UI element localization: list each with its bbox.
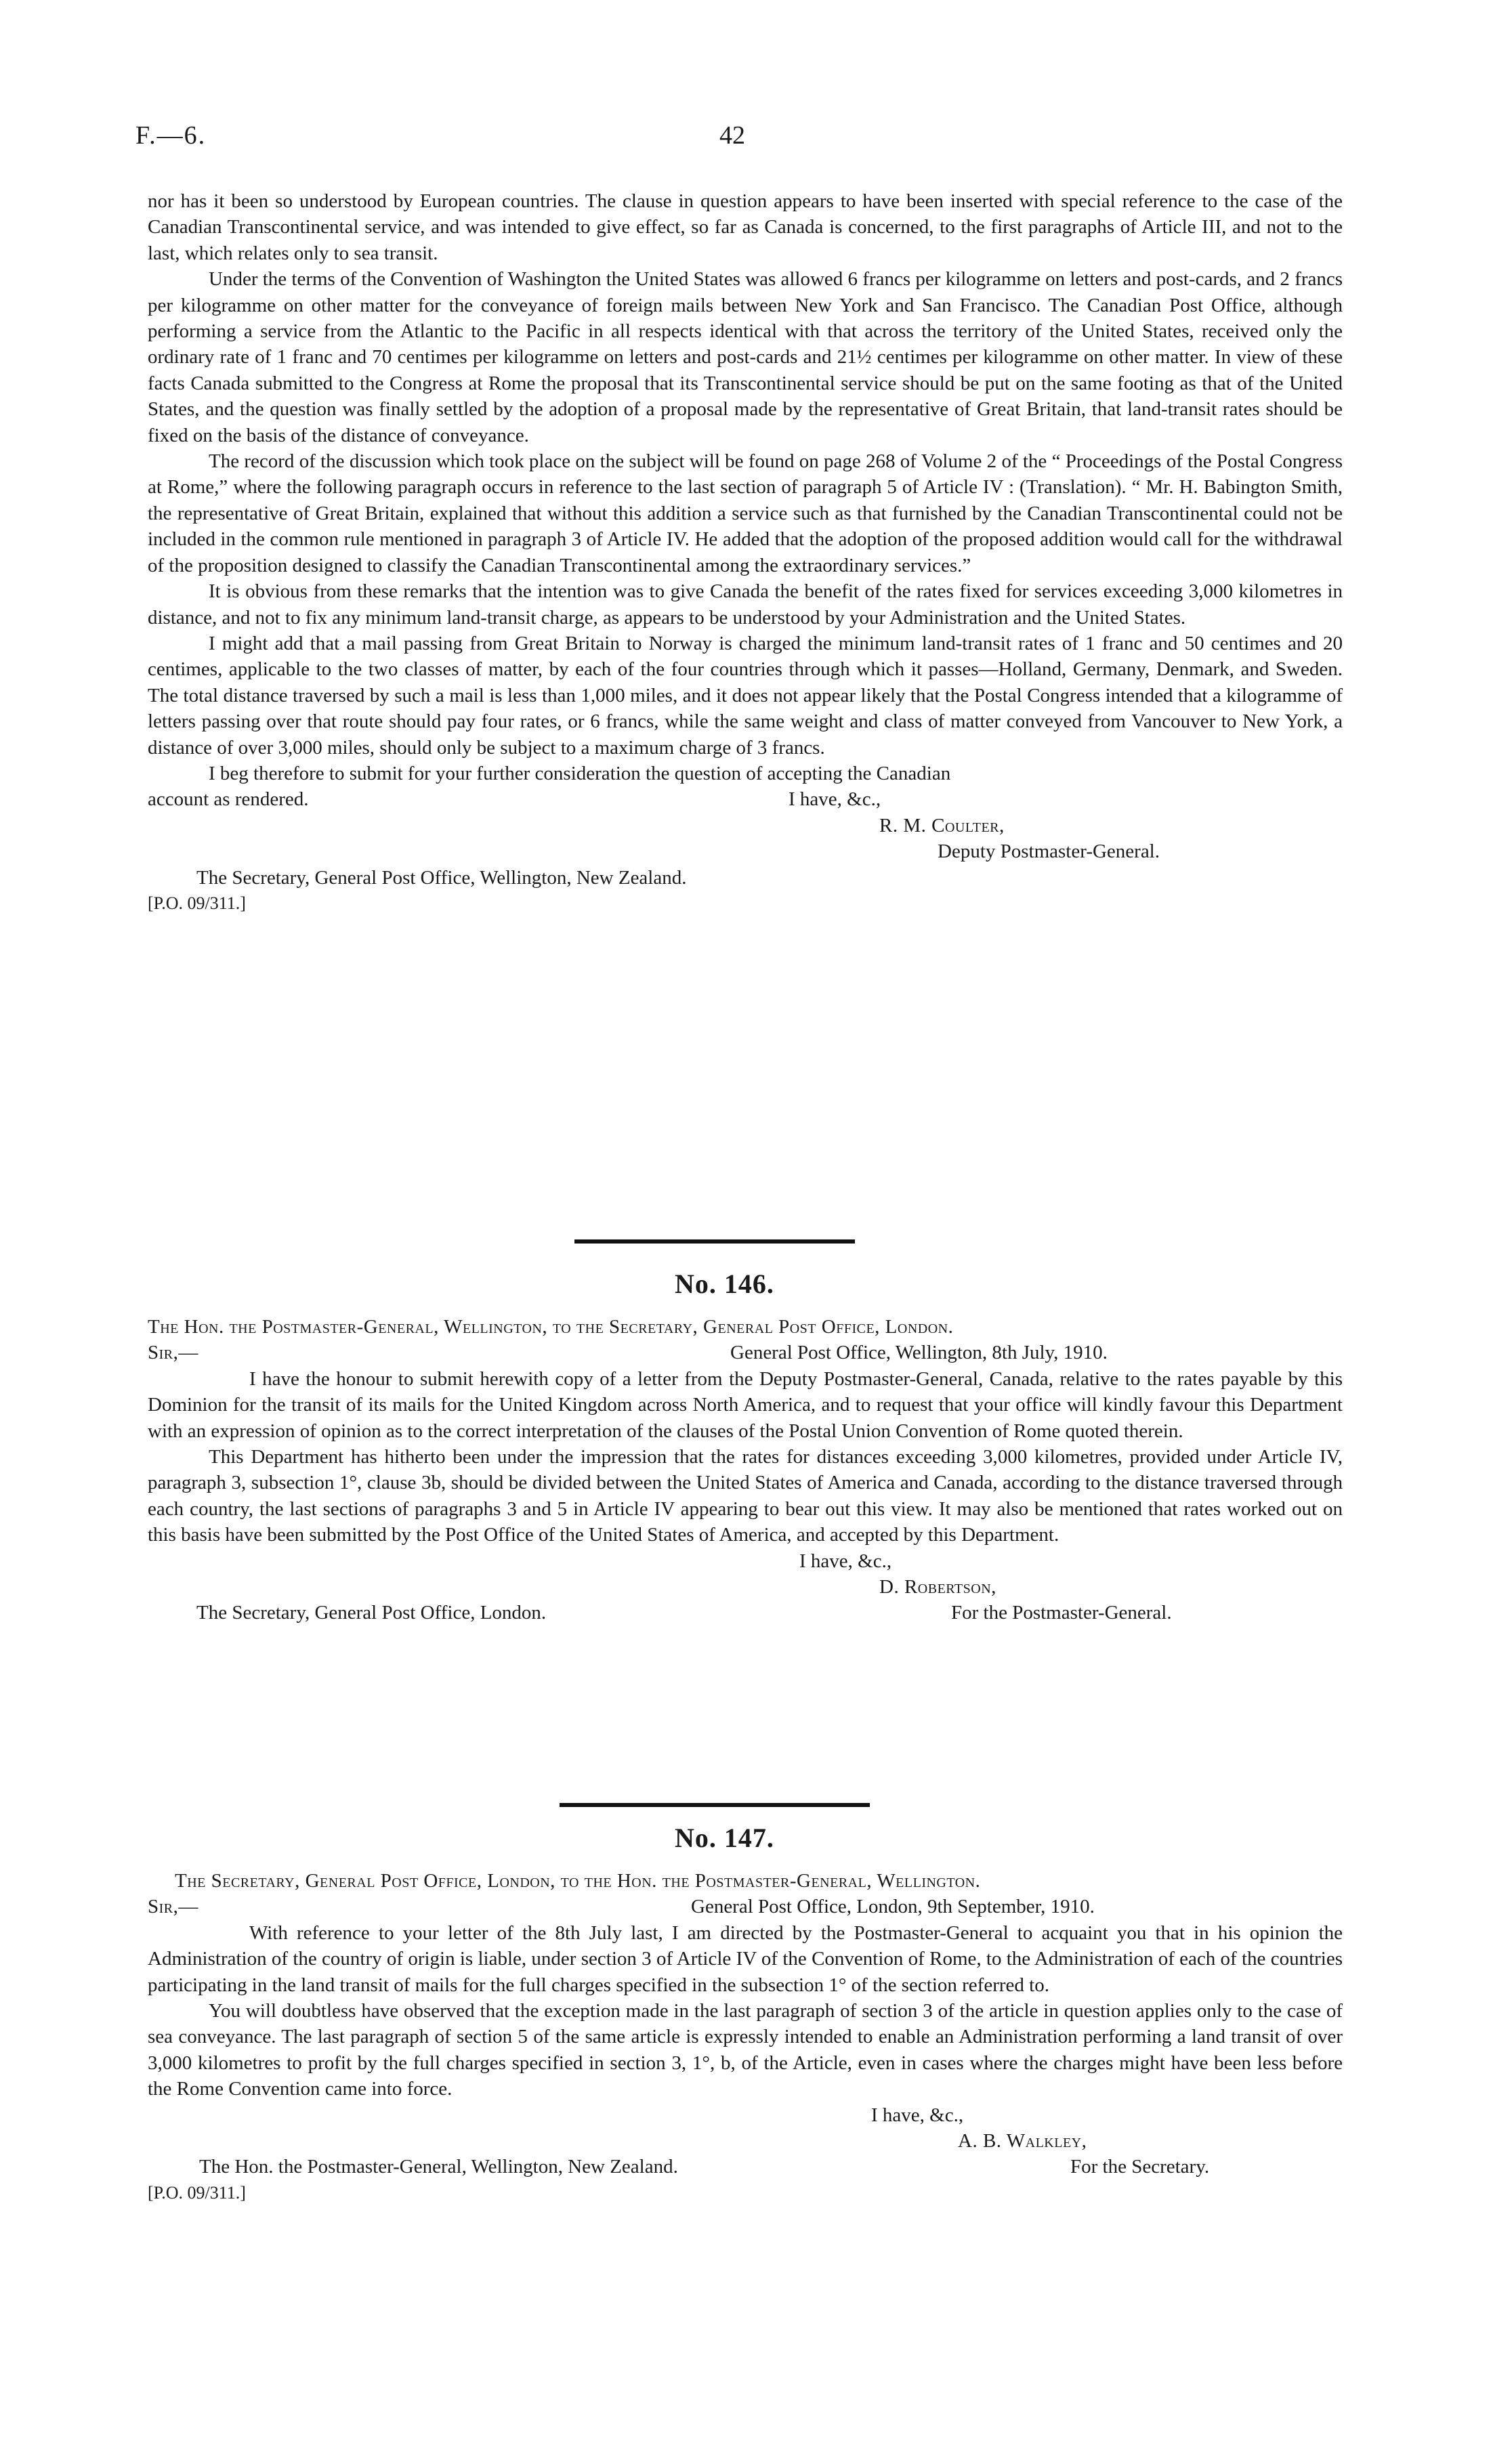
closing: I have, &c., — [799, 1550, 892, 1572]
paragraph-last-line: account as rendered. — [148, 788, 309, 811]
section-divider — [574, 1239, 855, 1244]
signer-name: D. Robertson, — [879, 1576, 996, 1598]
signer-title: For the Postmaster-General. — [951, 1602, 1172, 1624]
addressee: The Secretary, General Post Office, London. — [196, 1602, 547, 1624]
paragraph: It is obvious from these remarks that the intention was to give Canada the benefit of the rates fixed for services exceeding 3,000 kilometres in distance, and not to fix any minimum land-transit charge, as appears to be understood by your Administration and the United States. — [148, 580, 1343, 629]
addressee-row — [148, 865, 1343, 891]
addressee-row — [148, 2154, 1343, 2180]
paragraph: This Department has hitherto been under the impression that the rates for distances exceeding 3,000 kilometres, provided under Article IV, paragraph 3, subsection 1°, clause 3b, should be divided between the United States of America and Canada, according to the distance traversed through each country, the last sections of paragraphs 3 and 5 in Article IV appearing to bear out this view. It may also be mentioned that rates worked out on this basis have been submitted by the Post Office of the United States of America, and accepted by this Department. — [148, 1446, 1343, 1546]
paragraph: With reference to your letter of the 8th July last, I am directed by the Postmaster-General to acquaint you that in his opinion the Administration of the country of origin is liable, under section 3 of Article IV of the Convention of Rome, to the Administration of each of the countries participating in the land transit of mails for the full charges specified in the subsection 1° of the section referred to. — [148, 1921, 1343, 1996]
closing: I have, &c., — [789, 788, 881, 811]
paragraph: nor has it been so understood by European countries. The clause in question appears to have been inserted with special reference to the case of the Canadian Transcontinental service, and was intended to give effect, so far as Canada is concerned, to the first paragraphs of Article III, and not to the last, which relates only to sea transit. — [148, 190, 1343, 264]
addressee: The Secretary, General Post Office, Wellington, New Zealand. — [196, 866, 687, 889]
signer-title: For the Secretary. — [1070, 2156, 1210, 2178]
paragraph: Under the terms of the Convention of Washington the United States was allowed 6 francs per kilogramme on letters and post-cards, and 2 francs per kilogramme on other matter for the conveyance of foreign mails between New York and San Francisco. The Canadian Post Office, although performing a service from the Atlantic to the Pacific in all respects identical with that across the territory of the United States, received only the ordinary rate of 1 franc and 70 centimes per kilogramme on letters and post-cards and 21½ centimes per kilogramme on other matter. In view of these facts Canada submitted to the Congress at Rome the proposal that its Transcontinental service should be put on the same footing as that of the United States, and the question was finally settled by the adoption of a proposal made by the representative of Great Britain, that land-transit rates should be fixed on the basis of the distance of conveyance. — [148, 268, 1343, 446]
place-date: General Post Office, Wellington, 8th July, 1910. — [730, 1342, 1108, 1364]
salutation: Sir,— — [148, 1896, 198, 1918]
signer-row — [148, 2128, 1343, 2154]
signer-title-row — [148, 838, 1343, 864]
addressee: The Hon. the Postmaster-General, Wellington, New Zealand. — [199, 2156, 678, 2178]
file-reference: [P.O. 09/311.] — [148, 893, 246, 913]
letter-147 — [148, 1868, 1343, 2206]
addressee-row — [148, 1600, 1343, 1626]
signer-row — [148, 1574, 1343, 1600]
signer-title: Deputy Postmaster-General. — [938, 841, 1160, 863]
salutation: Sir,— — [148, 1342, 198, 1364]
letter-continuation — [148, 188, 1343, 916]
paragraph: The record of the discussion which took place on the subject will be found on page 268 of Volume 2 of the “ Proceedings of the Postal Congress at Rome,” where the following paragraph occurs in reference to the last section of paragraph 5 of Article IV : (Translation). “ Mr. H. Babington Smith, the representative of Great Britain, explained that without this addition a service such as that furnished by the Canadian Transcontinental could not be included in the common rule mentioned in paragraph 3 of Article IV. He added that the adoption of the proposed addition would call for the withdrawal of the proposition designed to classify the Canadian Transcontinental among the extraordinary services.” — [148, 450, 1343, 576]
letter-route: The Secretary, General Post Office, London, to the Hon. the Postmaster-General, Wellington. — [175, 1870, 981, 1892]
letter-number-heading: No. 147. — [675, 1823, 774, 1853]
signer-name: R. M. Coulter, — [879, 814, 1005, 836]
paragraph: I might add that a mail passing from Great Britain to Norway is charged the minimum land-transit rates of 1 franc and 50 centimes and 20 centimes, applicable to the two classes of matter, by each of the four countries through which it passes—Holland, Germany, Denmark, and Sweden. The total distance traversed by such a mail is less than 1,000 miles, and it does not appear likely that the Postal Congress intended that a kilogramme of letters passing over that route should pay four rates, or 6 francs, while the same weight and class of matter conveyed from Vancouver to New York, a distance of over 3,000 miles, should only be subject to a maximum charge of 3 francs. — [148, 632, 1343, 759]
section-divider — [560, 1803, 870, 1807]
paragraph: I have the honour to submit herewith copy of a letter from the Deputy Postmaster-General, Canada, relative to the rates payable by this Dominion for the transit of its mails for the United Kingdom across North America, and to request that your office will kindly favour this Department with an expression of opinion as to the correct interpretation of the clauses of the Postal Union Convention of Rome quoted therein. — [148, 1367, 1343, 1442]
document-reference: F.—6. — [135, 121, 207, 150]
file-reference: [P.O. 09/311.] — [148, 2182, 246, 2203]
closing: I have, &c., — [871, 2104, 964, 2126]
letter-route: The Hon. the Postmaster-General, Wellington, to the Secretary, General Post Office, London. — [148, 1316, 954, 1338]
file-ref-row — [148, 891, 1343, 916]
letter-number-heading: No. 146. — [675, 1269, 774, 1299]
salutation-row — [148, 1894, 1343, 1919]
paragraph: I beg therefore to submit for your further consideration the question of accepting the Canadian — [209, 762, 951, 784]
place-date: General Post Office, London, 9th September, 1910. — [691, 1896, 1095, 1918]
letter-146 — [148, 1314, 1343, 1626]
closing-row — [148, 1548, 1343, 1574]
paragraph: You will doubtless have observed that the exception made in the last paragraph of section 3 of the article in question applies only to the case of sea conveyance. The last paragraph of section 5 of the same article is expressly intended to enable an Administration performing a land transit of over 3,000 kilometres to profit by the full charges specified in section 3, 1°, b, of the Article, even in cases where the charges might have been less before the Rome Convention came into force. — [148, 2000, 1343, 2100]
signer-row — [148, 813, 1343, 838]
page-number: 42 — [719, 121, 745, 150]
signer-name: A. B. Walkley, — [958, 2130, 1087, 2152]
salutation-row — [148, 1340, 1343, 1365]
file-ref-row — [148, 2180, 1343, 2206]
closing-row — [148, 786, 1343, 812]
route-row — [148, 1868, 1343, 1894]
closing-row — [148, 2102, 1343, 2128]
route-row — [148, 1314, 1343, 1340]
